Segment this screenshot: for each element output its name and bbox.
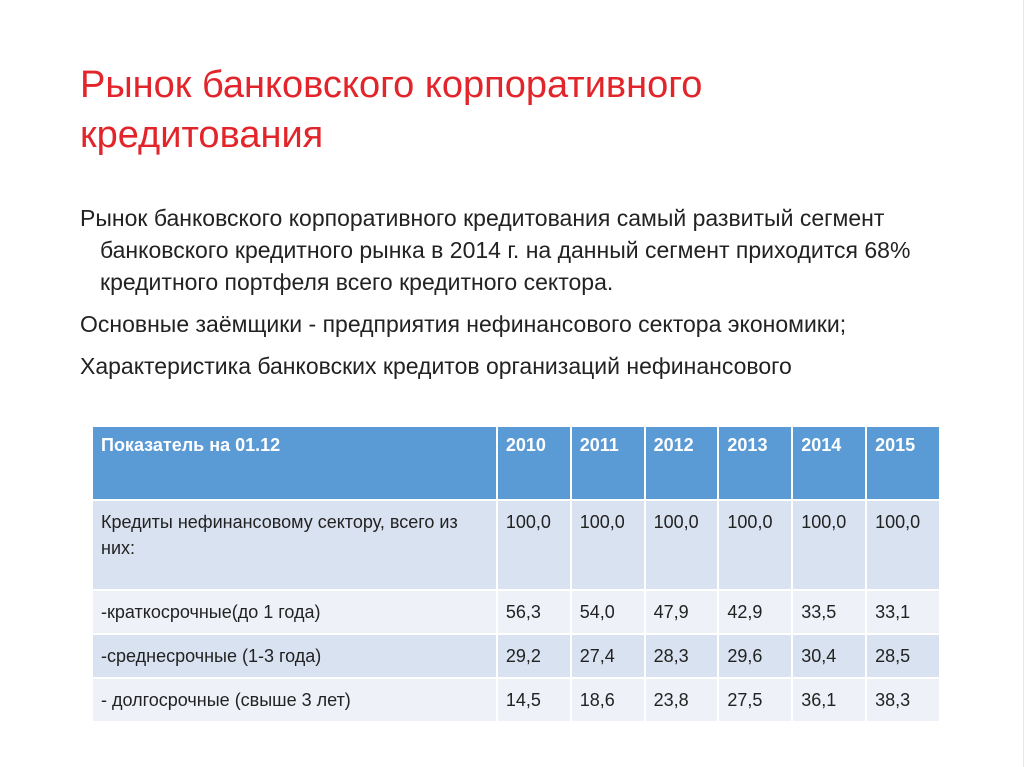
row-value: 28,3: [645, 634, 719, 678]
row-value: 47,9: [645, 590, 719, 634]
table-row: [92, 500, 940, 590]
row-value: 42,9: [718, 590, 792, 634]
row-value: 14,5: [497, 678, 571, 722]
row-value: 38,3: [866, 678, 940, 722]
slide-title: Рынок банковского корпоративного кредитования: [80, 64, 703, 156]
loans-structure-table: [91, 425, 941, 723]
header-year: 2010: [497, 426, 571, 500]
row-label: -среднесрочные (1-3 года): [92, 634, 497, 678]
row-value: 100,0: [718, 500, 792, 590]
row-value: 27,5: [718, 678, 792, 722]
paragraph-main-borrowers: Основные заёмщики - предприятия нефинансового сектора экономики;: [80, 311, 847, 337]
row-value: 54,0: [571, 590, 645, 634]
row-value: 100,0: [497, 500, 571, 590]
row-value: 33,5: [792, 590, 866, 634]
header-year: 2014: [792, 426, 866, 500]
row-value: 27,4: [571, 634, 645, 678]
row-label: - долгосрочные (свыше 3 лет): [92, 678, 497, 722]
row-value: 100,0: [571, 500, 645, 590]
row-value: 23,8: [645, 678, 719, 722]
table-header-row: [92, 426, 940, 500]
header-year: 2011: [571, 426, 645, 500]
header-year: 2015: [866, 426, 940, 500]
row-value: 28,5: [866, 634, 940, 678]
row-value: 29,2: [497, 634, 571, 678]
row-value: 30,4: [792, 634, 866, 678]
paragraph-market-overview: Рынок банковского корпоративного кредитования самый развитый сегмент банковского кредитного рынка в 2014 г. на данный сегмент приходится 68% кредитного портфеля всего кредитного сектора.: [80, 205, 911, 295]
row-label: -краткосрочные(до 1 года): [92, 590, 497, 634]
row-value: 33,1: [866, 590, 940, 634]
table-row: [92, 678, 940, 722]
row-value: 100,0: [645, 500, 719, 590]
row-label: Кредиты нефинансовому сектору, всего из них:: [92, 500, 497, 590]
header-year: 2012: [645, 426, 719, 500]
table-row: [92, 590, 940, 634]
row-value: 56,3: [497, 590, 571, 634]
table-row: [92, 634, 940, 678]
row-value: 18,6: [571, 678, 645, 722]
header-year: 2013: [718, 426, 792, 500]
header-indicator: Показатель на 01.12: [92, 426, 497, 500]
row-value: 100,0: [866, 500, 940, 590]
row-value: 29,6: [718, 634, 792, 678]
paragraph-loan-characteristics: Характеристика банковских кредитов организаций нефинансового: [80, 353, 792, 379]
slide-body: [80, 202, 960, 382]
row-value: 100,0: [792, 500, 866, 590]
row-value: 36,1: [792, 678, 866, 722]
